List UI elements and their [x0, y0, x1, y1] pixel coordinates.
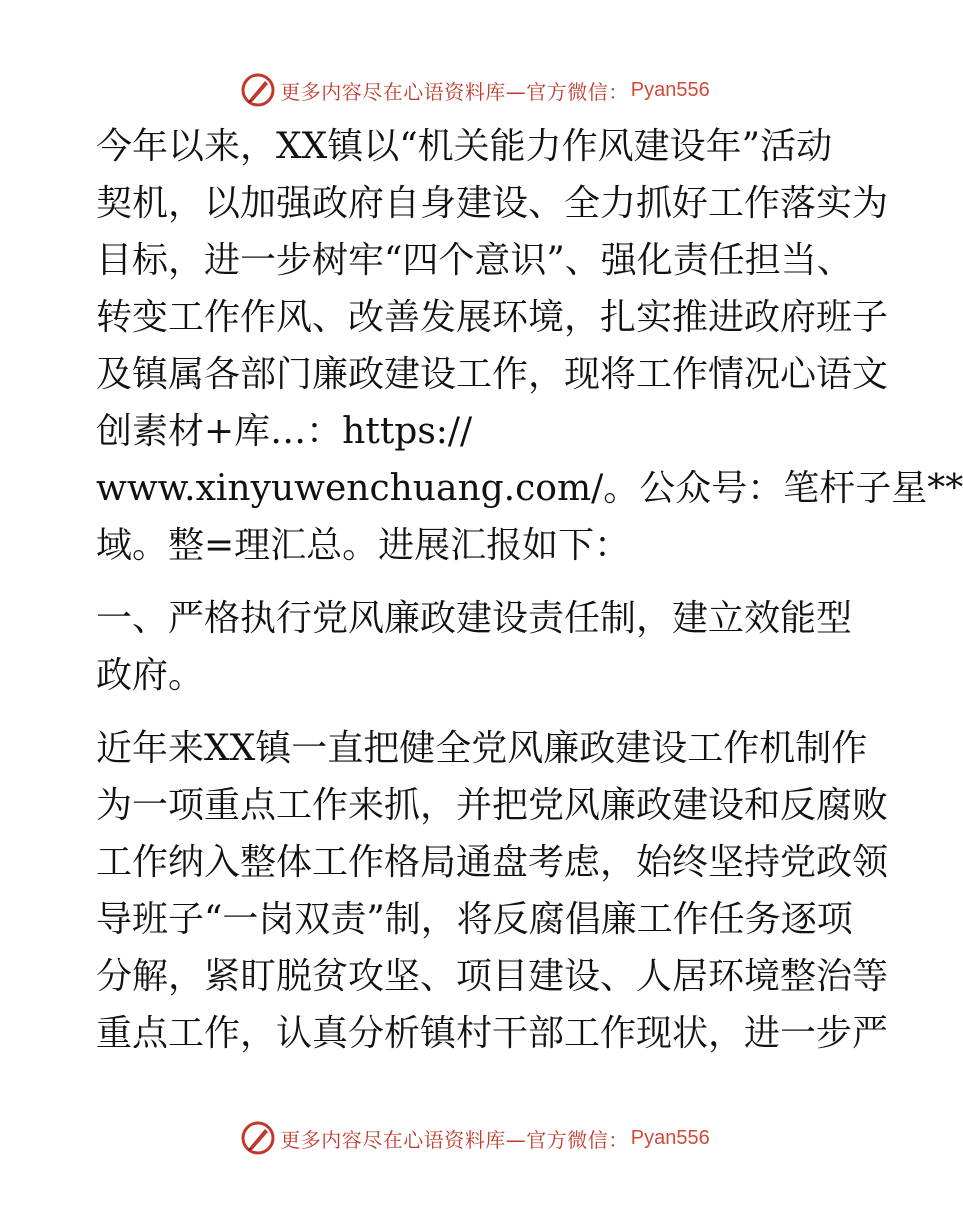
- body-line: 契机，以加强政府自身建设、全力抓好工作落实为: [96, 183, 889, 224]
- watermark-account: Pyan556: [630, 78, 710, 101]
- body-line: 为一项重点工作来抓，并把党风廉政建设和反腐败: [96, 785, 889, 826]
- section-heading-line: 政府。: [96, 655, 205, 696]
- footer-watermark: [0, 1118, 950, 1158]
- document-body: [96, 118, 963, 1062]
- section-heading-line: 一、严格执行党风廉政建设责任制，建立效能型: [96, 598, 853, 639]
- body-line: 重点工作，认真分析镇村干部工作现状，进一步严: [96, 1013, 889, 1054]
- paragraph-gap: [96, 704, 856, 720]
- body-line: 转变工作作风、改善发展环境，扎实推进政府班子: [96, 297, 889, 338]
- paragraph-gap: [96, 574, 856, 590]
- body-line: 目标，进一步树牢“四个意识”、强化责任担当、: [96, 240, 853, 281]
- body-line: 导班子“一岗双责”制，将反腐倡廉工作任务逐项: [96, 899, 853, 940]
- header-watermark: [0, 70, 950, 110]
- body-line-url: www.xinyuwenchuang.com/。公众号：笔杆子星**: [96, 468, 963, 509]
- body-line: 分解，紧盯脱贫攻坚、项目建设、人居环境整治等: [96, 956, 889, 997]
- body-line: 今年以来，XX镇以“机关能力作风建设年”活动: [96, 126, 833, 167]
- body-line: 域。整=理汇总。进展汇报如下：: [96, 525, 631, 566]
- pen-logo-icon: [240, 72, 276, 108]
- body-line: 工作纳入整体工作格局通盘考虑，始终坚持党政领: [96, 842, 889, 883]
- body-line: 近年来XX镇一直把健全党风廉政建设工作机制作: [96, 728, 868, 769]
- watermark-account: Pyan556: [630, 1126, 710, 1149]
- pen-logo-icon: [240, 1120, 276, 1156]
- body-line: 创素材+库…：https://: [96, 411, 473, 452]
- watermark-text: 更多内容尽在心语资料库—官方微信：: [280, 79, 629, 104]
- watermark-text: 更多内容尽在心语资料库—官方微信：: [280, 1127, 629, 1152]
- body-line: 及镇属各部门廉政建设工作，现将工作情况心语文: [96, 354, 889, 395]
